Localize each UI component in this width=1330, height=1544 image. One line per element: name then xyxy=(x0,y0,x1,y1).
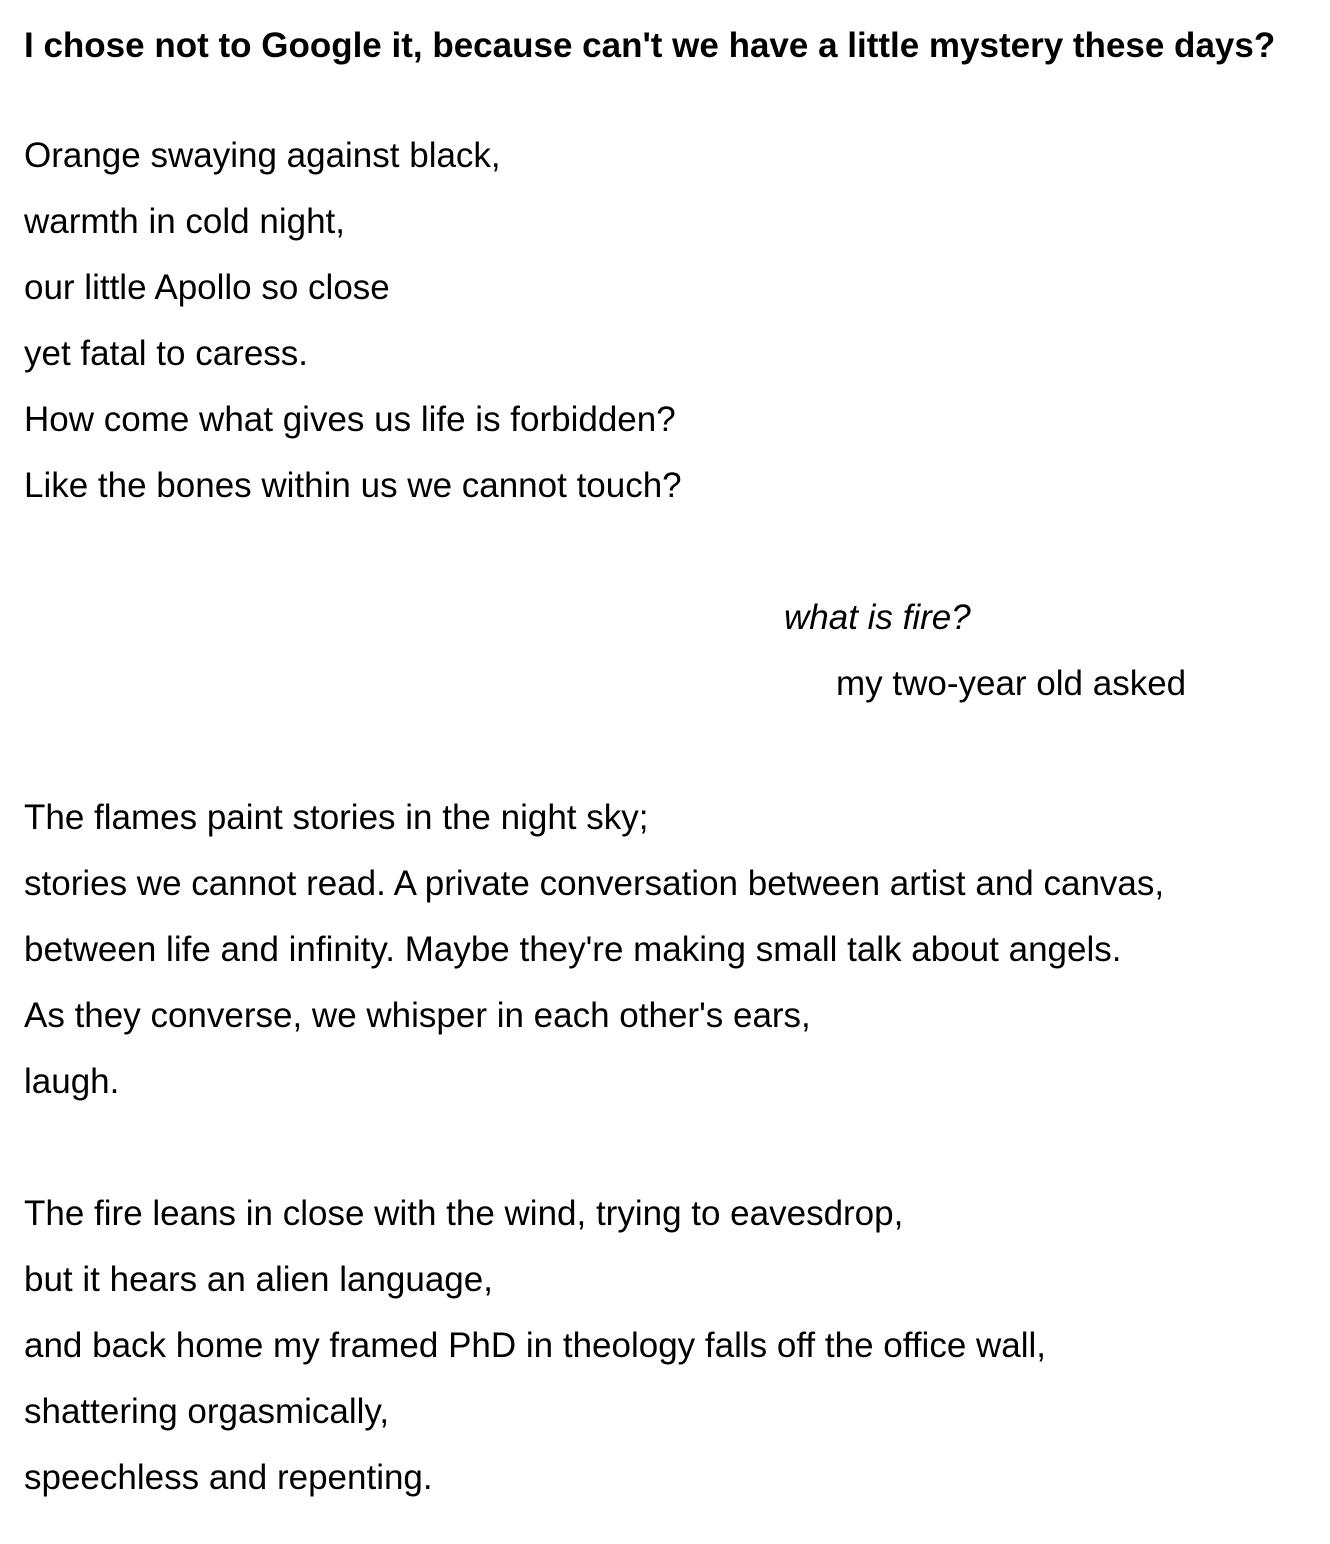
poem-line: laugh. xyxy=(24,1062,120,1101)
poem-line: yet fatal to caress. xyxy=(24,334,309,373)
interlude-attribution: my two-year old asked xyxy=(836,664,1187,703)
poem-line: between life and infinity. Maybe they're making small talk about angels. xyxy=(24,930,1122,969)
poem-line: speechless and repenting. xyxy=(24,1458,433,1497)
poem-line: The fire leans in close with the wind, trying to eavesdrop, xyxy=(24,1194,904,1233)
poem-line: stories we cannot read. A private conversation between artist and canvas, xyxy=(24,864,1165,903)
poem-line: The flames paint stories in the night sky; xyxy=(24,798,649,837)
poem-line: but it hears an alien language, xyxy=(24,1260,493,1299)
poem-line: As they converse, we whisper in each other's ears, xyxy=(24,996,811,1035)
poem-line: shattering orgasmically, xyxy=(24,1392,390,1431)
poem-line: Like the bones within us we cannot touch? xyxy=(24,466,682,505)
poem-line: warmth in cold night, xyxy=(24,202,345,241)
poem-line: Orange swaying against black, xyxy=(24,136,501,175)
interlude-question: what is fire? xyxy=(784,598,971,637)
poem-title: I chose not to Google it, because can't we have a little mystery these days? xyxy=(24,26,1276,65)
poem-line: and back home my framed PhD in theology falls off the office wall, xyxy=(24,1326,1047,1365)
poem-line: our little Apollo so close xyxy=(24,268,390,307)
poem-line: How come what gives us life is forbidden? xyxy=(24,400,676,439)
